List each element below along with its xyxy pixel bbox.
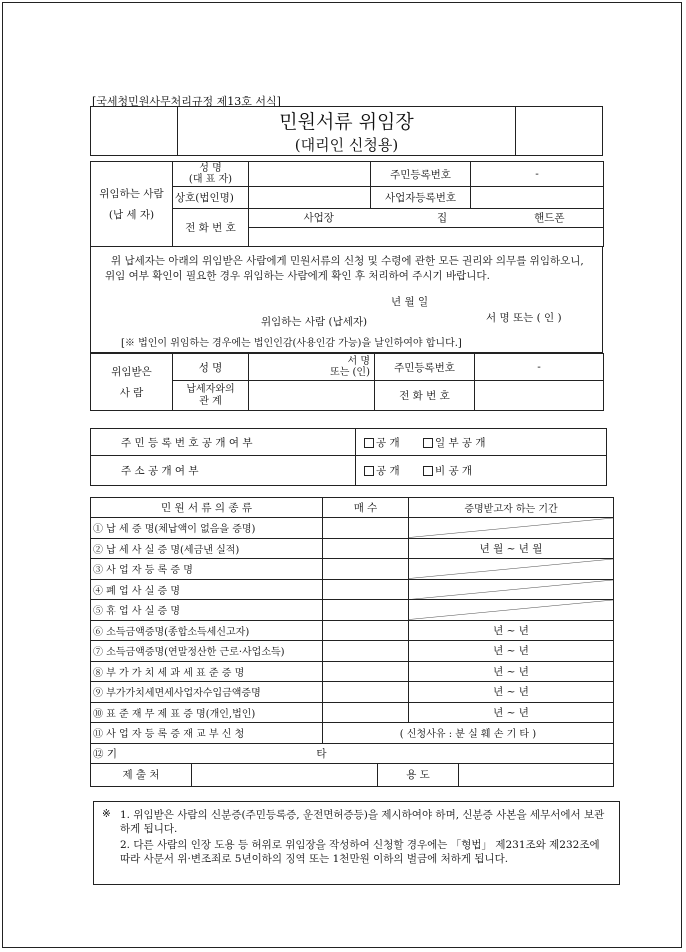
delegate-resident-no-label: 주민등록번호 [375,354,475,381]
phone-home-label: 집 [437,212,448,224]
corporate-seal-note: [※ 법인이 위임하는 경우에는 법인인감(사용인감 가능)을 날인하여야 합니다.] [121,338,462,349]
doc-type-label: ⑥ 소득금액증명(종합소득세신고자) [91,620,323,641]
doc-period-field[interactable] [409,600,614,621]
doc-count-field[interactable] [323,661,409,682]
doc-type-label: ② 납 세 사 실 증 명(세금낸 실적) [91,538,323,559]
delegator-label: 위임하는 사람 (납 세 자) [91,162,173,247]
doc-type-header: 민 원 서 류 의 종 류 [91,498,323,518]
resident-disclosure-label: 주 민 등 록 번 호 공 개 여 부 [91,429,356,456]
delegate-table [90,353,604,411]
doc-count-field[interactable] [323,538,409,559]
doc-period-field[interactable]: 년 월 ~ 년 월 [409,538,614,559]
doc-type-label: ⑦ 소득금액증명(연말정산한 근로·사업소득) [91,641,323,662]
submit-to-label: 제 출 처 [91,764,192,786]
doc-type-label: ⑪ 사 업 자 등 록 증 재 교 부 신 청 [91,723,323,744]
doc-row[interactable] [91,723,614,744]
statement-box [90,246,603,353]
phone-label: 전 화 번 호 [173,209,249,247]
biz-no-label: 사업자등록번호 [371,187,471,209]
note-2: 2. 다른 사람의 인장 도용 등 허위로 위임장을 작성하여 신청할 경우에는 「형법」 제231조와 제232조에 따라 사문서 위·변조죄로 5년이하의 징역 또는 1천만원 이하의 벌금에 처하게 됩니다. [120,839,600,865]
doc-count-field[interactable] [323,641,409,662]
statement-text: 위 납세자는 아래의 위임받은 사람에게 민원서류의 신청 및 수령에 관한 모든 권리와 의무를 위임하오니, 위임 여부 확인이 필요한 경우 위임하는 사람에게 확인 후 처리하여 주시기 바랍니다. [105,255,584,282]
doc-count-field[interactable] [323,702,409,723]
delegate-phone-field[interactable] [475,381,604,411]
doc-row[interactable] [91,559,614,580]
doc-type-label: ⑨ 부가가치세면세사업자수입금액증명 [91,682,323,703]
doc-type-label: ③ 사 업 자 등 록 증 명 [91,559,323,580]
delegator-name-field[interactable] [249,162,371,187]
delegator-resident-no-field[interactable]: - [471,162,604,187]
checkbox-address-public[interactable]: 공 개 [364,465,400,477]
address-disclosure-label: 주 소 공 개 여 부 [91,456,356,486]
doc-type-label: ⑤ 휴 업 사 실 증 명 [91,600,323,621]
doc-count-field[interactable] [323,600,409,621]
doc-period-field[interactable] [409,559,614,580]
checkbox-icon [364,466,374,476]
doc-type-label: ④ 폐 업 사 실 증 명 [91,579,323,600]
strike-line [409,600,613,620]
doc-row[interactable] [91,620,614,641]
phone-fields[interactable] [249,228,603,246]
checkbox-icon [423,466,433,476]
page-title: 민원서류 위임장 [279,111,414,133]
phone-mobile-label: 핸드폰 [534,212,565,224]
doc-period-field[interactable]: 년 ~ 년 [409,661,614,682]
company-field[interactable] [249,187,371,209]
statement-date: 년 월 일 [391,296,429,308]
checkbox-icon [364,438,374,448]
delegate-name-field[interactable]: 서 명 또는 (인) [249,354,375,381]
notes-mark: ※ [102,808,111,820]
purpose-label: 용 도 [378,764,459,786]
doc-type-label: ① 납 세 증 명(체납액이 없음을 증명) [91,518,323,539]
doc-period-field[interactable] [409,579,614,600]
delegate-resident-no-field[interactable]: - [475,354,604,381]
note-1: 1. 위임받은 사람의 신분증(주민등록증, 운전면허증등)을 제시하여야 하며, 신분증 사본을 세무서에서 보관하게 됩니다. [120,809,605,835]
doc-period-field[interactable] [409,518,614,539]
notes-box [93,801,620,885]
doc-row[interactable] [91,518,614,539]
doc-count-field[interactable] [323,579,409,600]
doc-count-field[interactable] [323,620,409,641]
delegate-name-label: 성 명 [173,354,249,381]
relation-label: 납세자와의 관 계 [173,381,249,411]
strike-line [409,518,613,538]
delegator-table [90,161,604,247]
doc-period-header: 증명받고자 하는 기간 [409,498,614,518]
doc-row[interactable] [91,641,614,662]
doc-row[interactable] [91,538,614,559]
checkbox-resident-partial[interactable]: 일 부 공 개 [423,437,486,449]
doc-row[interactable] [91,682,614,703]
statement-sign: 서 명 또는 ( 인 ) [486,312,562,324]
phone-work-label: 사업장 [303,212,334,224]
delegate-phone-label: 전 화 번 호 [375,381,475,411]
biz-no-field[interactable] [471,187,604,209]
documents-table [90,497,614,787]
disclosure-table [90,428,607,486]
strike-line [409,580,613,600]
doc-period-field[interactable]: 년 ~ 년 [409,682,614,703]
doc-type-label: ⑩ 표 준 재 무 제 표 증 명(개인,법인) [91,702,323,723]
purpose-field[interactable] [459,764,613,786]
doc-row[interactable] [91,661,614,682]
company-label: 상호(법인명) [173,187,249,209]
name-label: 성 명 (대 표 자) [173,162,249,187]
reissue-reason[interactable]: ( 신청사유 : 분 실 훼 손 기 타 ) [323,723,614,744]
doc-period-field[interactable]: 년 ~ 년 [409,620,614,641]
statement-signer: 위임하는 사람 (납세자) [261,316,368,328]
doc-period-field[interactable]: 년 ~ 년 [409,641,614,662]
doc-count-field[interactable] [323,682,409,703]
strike-line [409,559,613,579]
checkbox-address-private[interactable]: 비 공 개 [423,465,472,477]
title-block [90,106,603,156]
doc-row[interactable] [91,579,614,600]
doc-count-field[interactable] [323,559,409,580]
doc-count-header: 매 수 [323,498,409,518]
doc-type-label: ⑧ 부 가 가 치 세 과 세 표 준 증 명 [91,661,323,682]
resident-no-label: 주민등록번호 [371,162,471,187]
doc-period-field[interactable]: 년 ~ 년 [409,702,614,723]
checkbox-resident-public[interactable]: 공 개 [364,437,400,449]
doc-row-etc[interactable]: ⑫ 기 타 [91,743,614,763]
doc-row[interactable] [91,600,614,621]
delegate-label: 위임받은 사 람 [91,354,173,411]
doc-count-field[interactable] [323,518,409,539]
checkbox-icon [423,438,433,448]
form-reference: [국세청민원사무처리규정 제13호 서식] [92,95,281,108]
page-subtitle: (대리인 신청용) [294,136,399,154]
submit-to-field[interactable] [192,764,378,786]
doc-row[interactable] [91,702,614,723]
relation-field[interactable] [249,381,375,411]
